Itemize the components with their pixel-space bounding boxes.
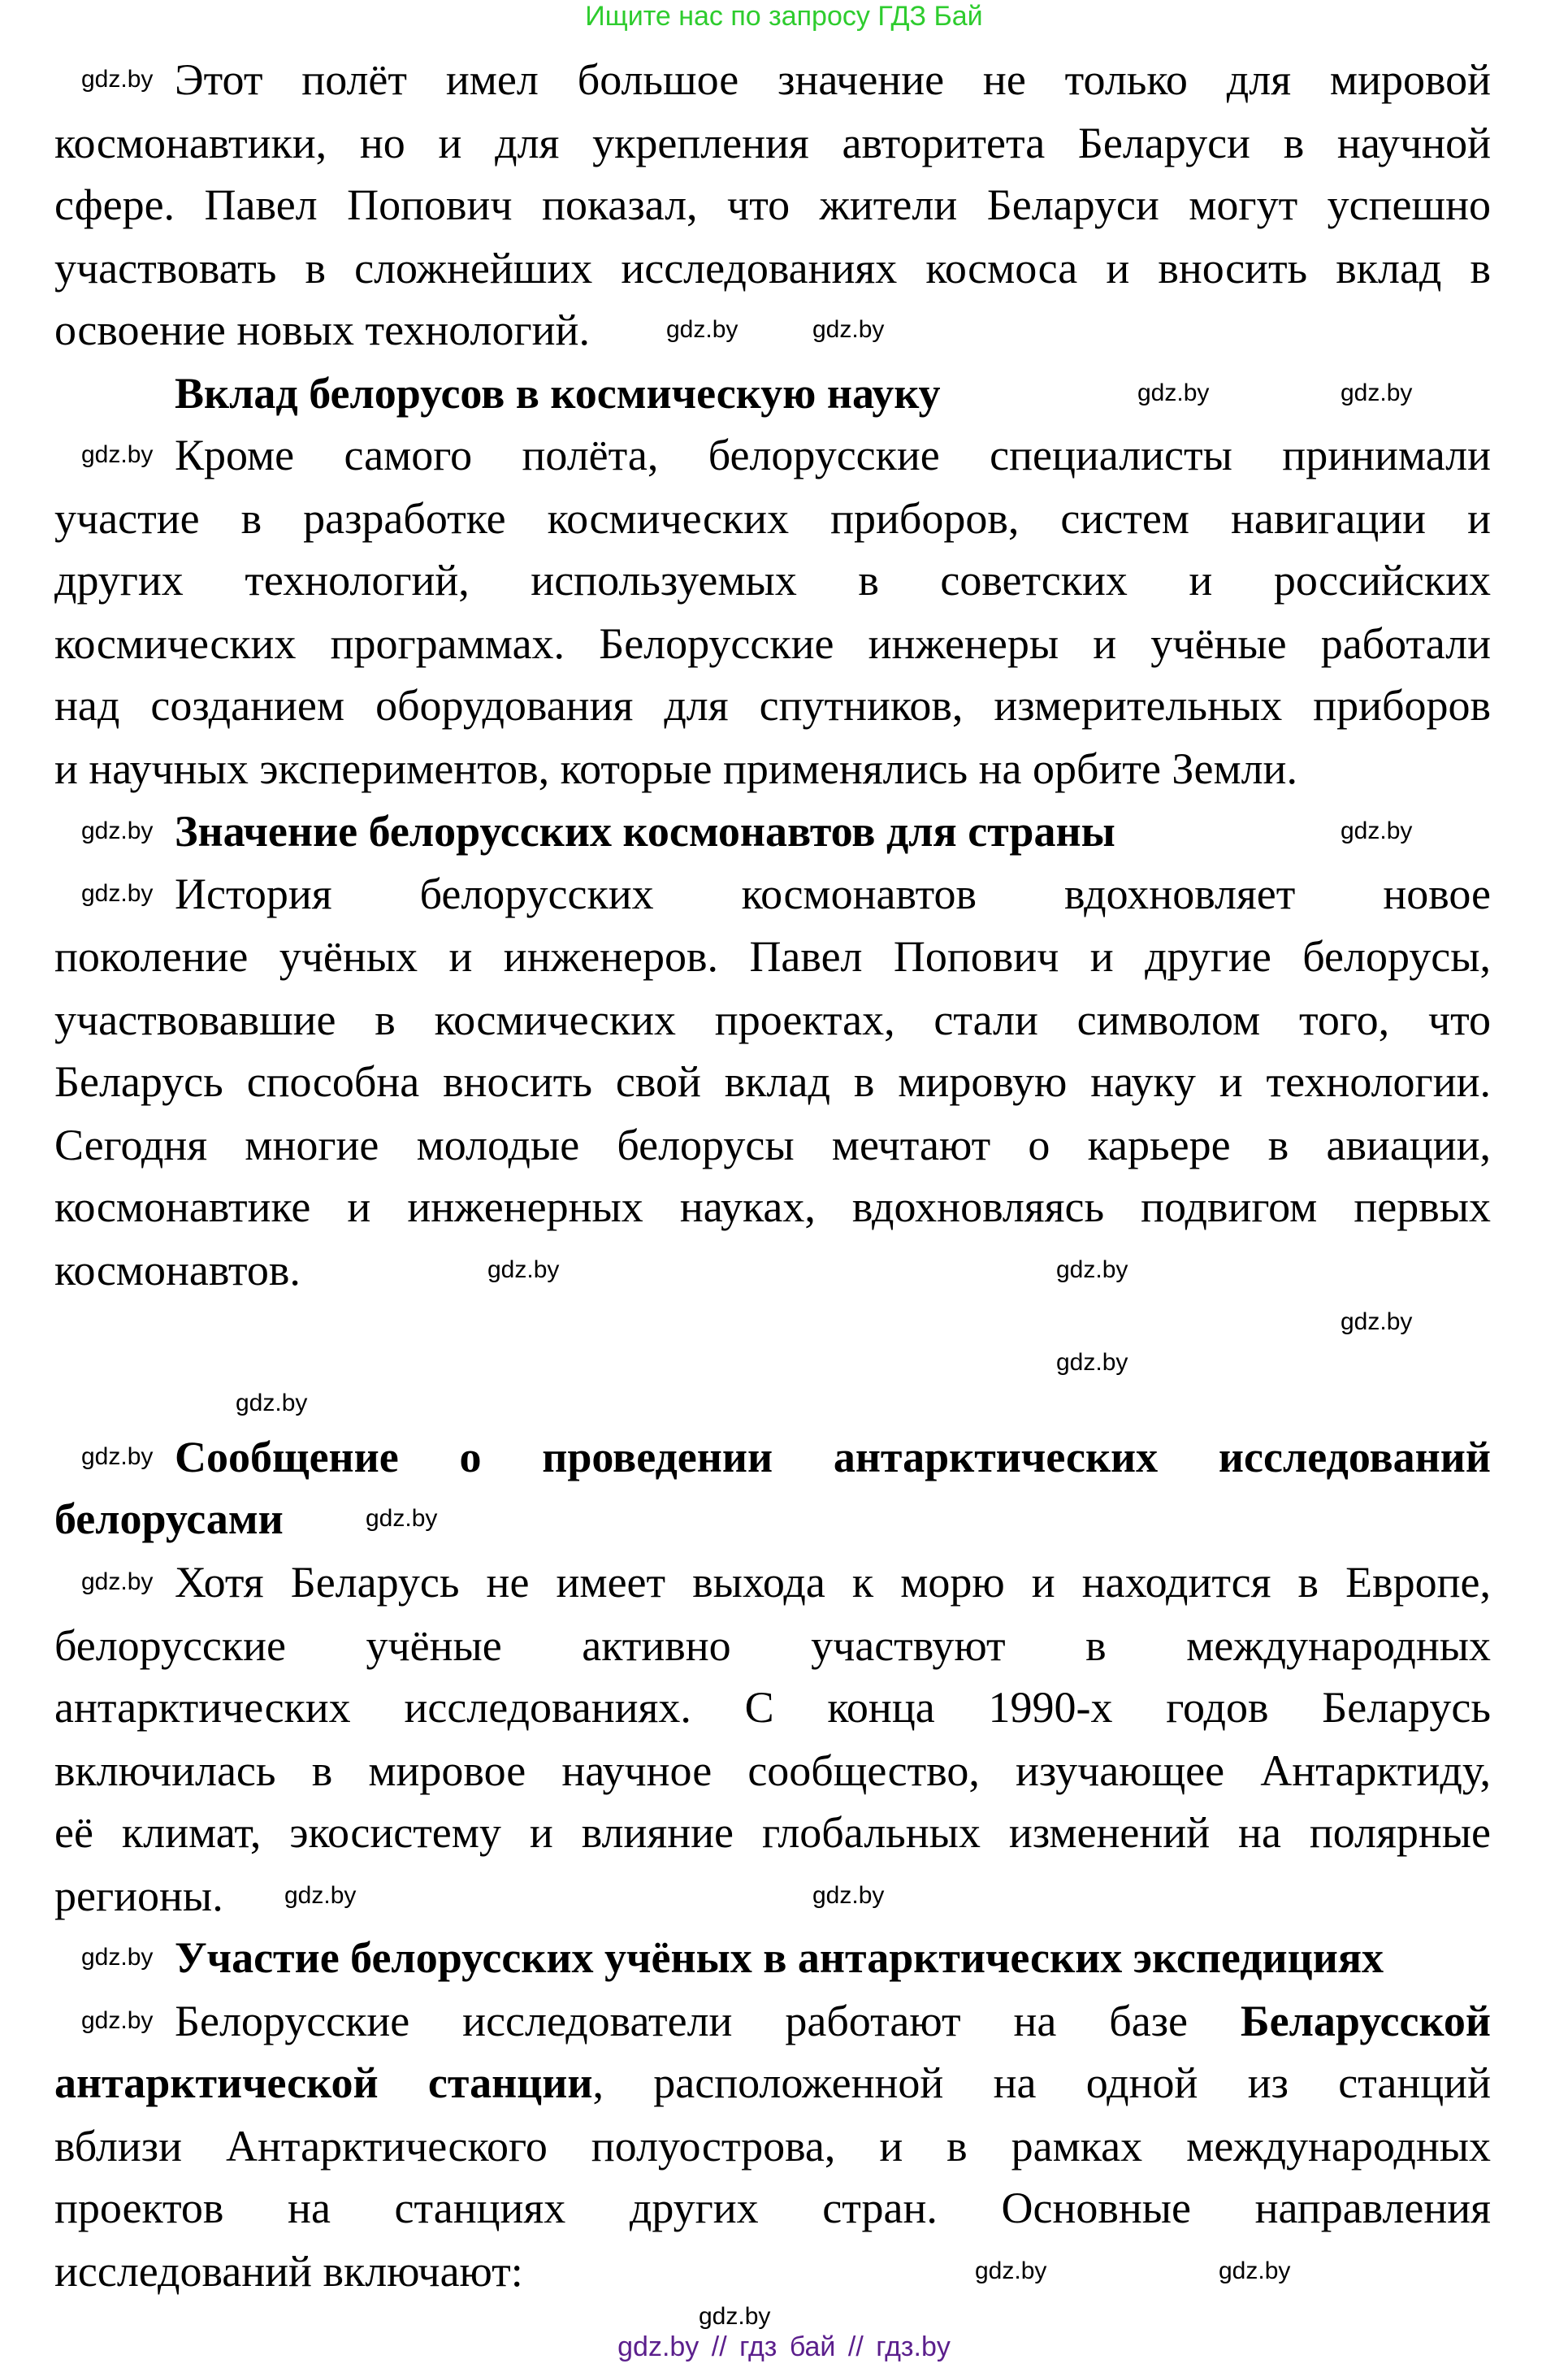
text-line [175,863,1491,926]
text-segment: Кроме самого полёта, белорусские специалисты принимали [175,431,1491,479]
watermark-text: gdz.by [81,1568,154,1595]
text-line [54,174,1491,236]
text-line [175,1551,1491,1614]
watermark-text: gdz.by [666,316,739,343]
text-segment: Участие белорусских учёных в антарктических экспедициях [175,1933,1384,1982]
section-heading [175,1426,1491,1489]
text-line [54,2115,1491,2178]
text-line [54,1802,1491,1864]
watermark-text: gdz.by [81,880,154,907]
section-heading [175,1927,1384,1989]
text-line [54,1676,1491,1739]
text-segment: , расположенной на одной из станций [592,2058,1491,2107]
watermark-text: gdz.by [487,1256,560,1283]
watermark-text: gdz.by [1137,379,1210,406]
text-segment: Значение белорусских космонавтов для страны [175,807,1115,856]
text-segment: Хотя Беларусь не имеет выхода к морю и находится в Европе, [175,1558,1491,1607]
text-segment: сфере. Павел Попович показал, что жители Беларуси могут успешно [54,180,1491,229]
text-segment: космонавтов. [54,1246,301,1295]
text-segment: включилась в мировое научное сообщество, изучающее Антарктиду, [54,1746,1491,1795]
text-line [54,674,1491,737]
text-line [54,299,590,362]
bottom-banner: gdz.by // гдз бай // гдз.by [617,2331,951,2362]
watermark-text: gdz.by [81,1944,154,1971]
bold-text: Беларусской [1240,1997,1491,2045]
watermark-text: gdz.by [236,1390,308,1416]
text-segment: и научных экспериментов, которые применялись на орбите Земли. [54,744,1297,793]
text-segment: История белорусских космонавтов вдохновляет новое [175,870,1491,918]
watermark-text: gdz.by [1056,1256,1128,1283]
text-segment: Беларусь способна вносить свой вклад в мировую науку и технологии. [54,1057,1491,1106]
text-line [175,1990,1491,2053]
top-banner: Ищите нас по запросу ГДЗ Бай [585,1,983,32]
text-line [54,1176,1491,1238]
text-segment: белорусами [54,1494,284,1543]
text-segment: участие в разработке космических приборов, систем навигации и [54,494,1491,543]
text-line [54,1239,301,1302]
text-line [54,1615,1491,1677]
watermark-text: gdz.by [699,2303,771,2330]
text-segment: космонавтике и инженерных науках, вдохновляясь подвигом первых [54,1182,1491,1231]
watermark-text: gdz.by [1219,2257,1291,2284]
watermark-text: gdz.by [81,66,154,93]
text-segment: участвовавшие в космических проектах, стали символом того, что [54,995,1491,1044]
watermark-text: gdz.by [1341,379,1413,406]
watermark-text: gdz.by [366,1505,438,1532]
text-line [54,112,1491,175]
watermark-text: gdz.by [81,818,154,844]
watermark-text: gdz.by [1341,818,1413,844]
text-segment: регионы. [54,1871,223,1920]
text-segment: Сегодня многие молодые белорусы мечтают о карьере в авиации, [54,1121,1491,1169]
watermark-text: gdz.by [975,2257,1047,2284]
watermark-text: gdz.by [1056,1349,1128,1376]
text-segment: Этот полёт имел большое значение не только для мировой [175,55,1491,104]
watermark-text: gdz.by [812,1882,885,1909]
watermark-text: gdz.by [81,441,154,468]
section-heading [175,362,941,425]
watermark-text: gdz.by [81,2007,154,2034]
section-heading [54,1488,284,1550]
text-segment: её климат, экосистему и влияние глобальных изменений на полярные [54,1808,1491,1857]
text-line [54,1051,1491,1113]
text-line [54,237,1491,300]
watermark-text: gdz.by [284,1882,357,1909]
text-line [54,738,1297,800]
watermark-text: gdz.by [812,316,885,343]
text-segment: Сообщение о проведении антарктических исследований [175,1433,1491,1481]
text-segment: над созданием оборудования для спутников, измерительных приборов [54,681,1491,730]
text-line [54,1740,1491,1802]
text-line [54,2177,1491,2240]
text-line [54,989,1491,1052]
text-line [54,1114,1491,1177]
text-segment: вблизи Антарктического полуострова, и в рамках международных [54,2122,1491,2171]
text-segment: поколение учёных и инженеров. Павел Попович и другие белорусы, [54,932,1491,981]
text-segment: космонавтики, но и для укрепления авторитета Беларуси в научной [54,119,1491,167]
text-line [54,2240,523,2303]
text-segment: антарктических исследованиях. С конца 1990-х годов Беларусь [54,1683,1491,1732]
text-line [54,2052,1491,2114]
text-line [54,926,1491,988]
text-segment: других технологий, используемых в советских и российских [54,556,1491,605]
text-segment: Вклад белорусов в космическую науку [175,369,941,418]
text-segment: исследований включают: [54,2247,523,2296]
text-line [175,49,1491,111]
text-line [175,424,1491,487]
text-segment: освоение новых технологий. [54,306,590,354]
watermark-text: gdz.by [1341,1308,1413,1335]
text-segment: участвовать в сложнейших исследованиях космоса и вносить вклад в [54,244,1491,293]
text-segment: проектов на станциях других стран. Основные направления [54,2184,1491,2232]
text-segment: белорусские учёные активно участвуют в международных [54,1621,1491,1670]
section-heading [175,800,1115,863]
watermark-text: gdz.by [81,1443,154,1470]
text-line [54,549,1491,612]
text-line [54,613,1491,675]
text-segment: космических программах. Белорусские инженеры и учёные работали [54,619,1491,668]
text-segment: Белорусские исследователи работают на базе [175,1997,1241,2045]
bold-text: антарктической станции [54,2058,593,2107]
text-line [54,1865,223,1928]
text-line [54,488,1491,550]
